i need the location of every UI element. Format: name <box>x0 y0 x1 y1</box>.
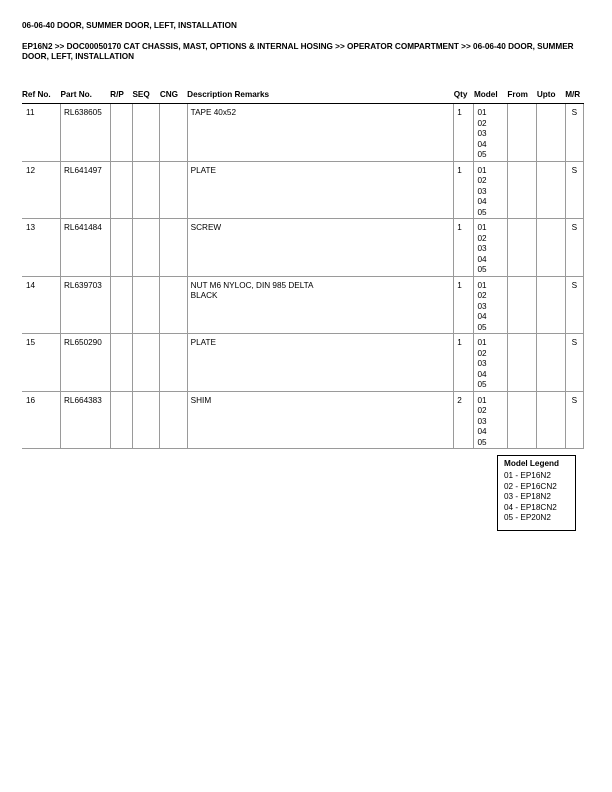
upto-cell <box>537 276 565 334</box>
page-title: 06-06-40 DOOR, SUMMER DOOR, LEFT, INSTALLATION <box>22 21 237 30</box>
table-row <box>22 161 584 219</box>
model-code: 02 <box>477 118 487 128</box>
mr-cell: S <box>565 391 583 449</box>
model-cell <box>474 161 507 219</box>
model-code: 01 <box>477 395 487 405</box>
description-cell <box>187 391 454 449</box>
table-row <box>22 104 584 162</box>
model-code: 04 <box>477 197 487 206</box>
model-code: 02 <box>477 233 487 243</box>
col-header-description: Description Remarks <box>187 86 454 104</box>
model-cell <box>474 276 507 334</box>
model-code: 05 <box>477 380 487 389</box>
model-code: 05 <box>477 265 487 274</box>
model-code: 01 <box>477 338 487 347</box>
model-code: 03 <box>477 301 487 311</box>
parts-table <box>22 86 584 449</box>
qty-cell: 1 <box>454 104 474 162</box>
seq-cell <box>132 219 159 277</box>
breadcrumb: EP16N2 >> DOC00050170 CAT CHASSIS, MAST, OPTIONS & INTERNAL HOSING >> OPERATOR COMPARTMENT >> 06-06-40 DOOR, SUMMER DOOR, LEFT, INSTALLATION <box>22 42 574 61</box>
ref-no-cell: 14 <box>22 276 61 334</box>
model-code: 03 <box>477 416 487 426</box>
table-row <box>22 276 584 334</box>
part-no-cell: RL664383 <box>61 391 111 449</box>
rp-cell <box>110 334 132 392</box>
ref-no-cell: 13 <box>22 219 61 277</box>
model-cell <box>474 104 507 162</box>
rp-cell <box>110 104 132 162</box>
model-code: 04 <box>477 427 487 436</box>
from-cell <box>507 104 536 162</box>
part-no-cell: RL639703 <box>61 276 111 334</box>
mr-cell: S <box>565 161 583 219</box>
model-code: 03 <box>477 186 487 196</box>
model-code: 01 <box>477 280 487 290</box>
model-code: 02 <box>477 348 487 358</box>
description-line: NUT M6 NYLOC, DIN 985 DELTA <box>190 280 314 290</box>
cng-cell <box>160 219 187 277</box>
col-header-from: From <box>507 86 536 104</box>
from-cell <box>507 276 536 334</box>
cng-cell <box>160 334 187 392</box>
description-line: PLATE <box>190 165 217 175</box>
mr-cell: S <box>565 219 583 277</box>
from-cell <box>507 334 536 392</box>
seq-cell <box>132 104 159 162</box>
model-legend-title: Model Legend <box>504 459 560 468</box>
col-header-mr: M/R <box>565 86 583 104</box>
table-row <box>22 334 584 392</box>
cng-cell <box>160 161 187 219</box>
part-no-cell: RL638605 <box>61 104 111 162</box>
rp-cell <box>110 391 132 449</box>
model-code: 01 <box>477 223 487 232</box>
part-no-cell: RL641497 <box>61 161 111 219</box>
model-code: 05 <box>477 150 487 159</box>
model-legend <box>497 455 576 531</box>
model-legend-item: 03 - EP18N2 <box>504 492 551 502</box>
ref-no-cell: 12 <box>22 161 61 219</box>
model-legend-item: 02 - EP16CN2 <box>504 481 557 491</box>
model-code: 04 <box>477 369 487 379</box>
model-code: 02 <box>477 176 487 185</box>
rp-cell <box>110 219 132 277</box>
table-header-row <box>22 86 584 104</box>
seq-cell <box>132 161 159 219</box>
description-cell <box>187 334 454 392</box>
cng-cell <box>160 104 187 162</box>
model-code: 04 <box>477 254 487 264</box>
seq-cell <box>132 334 159 392</box>
model-cell <box>474 334 507 392</box>
col-header-ref-no: Ref No. <box>22 86 61 104</box>
mr-cell: S <box>565 334 583 392</box>
qty-cell: 2 <box>454 391 474 449</box>
model-cell <box>474 219 507 277</box>
col-header-seq: SEQ <box>132 86 159 104</box>
description-cell <box>187 161 454 219</box>
ref-no-cell: 15 <box>22 334 61 392</box>
description-cell <box>187 219 454 277</box>
cng-cell <box>160 276 187 334</box>
description-line: BLACK <box>190 291 218 300</box>
from-cell <box>507 391 536 449</box>
model-code: 01 <box>477 108 487 117</box>
from-cell <box>507 219 536 277</box>
description-line: SCREW <box>190 223 222 232</box>
upto-cell <box>537 104 565 162</box>
from-cell <box>507 161 536 219</box>
model-code: 04 <box>477 312 487 321</box>
upto-cell <box>537 391 565 449</box>
rp-cell <box>110 276 132 334</box>
description-line: TAPE 40x52 <box>190 108 237 117</box>
upto-cell <box>537 161 565 219</box>
upto-cell <box>537 334 565 392</box>
col-header-model: Model <box>474 86 507 104</box>
col-header-upto: Upto <box>537 86 565 104</box>
rp-cell <box>110 161 132 219</box>
upto-cell <box>537 219 565 277</box>
cng-cell <box>160 391 187 449</box>
model-code: 01 <box>477 165 487 175</box>
description-cell <box>187 276 454 334</box>
qty-cell: 1 <box>454 276 474 334</box>
col-header-rp: R/P <box>110 86 132 104</box>
table-row <box>22 391 584 449</box>
col-header-qty: Qty <box>454 86 474 104</box>
model-code: 02 <box>477 291 487 300</box>
ref-no-cell: 16 <box>22 391 61 449</box>
seq-cell <box>132 391 159 449</box>
seq-cell <box>132 276 159 334</box>
model-legend-item: 01 - EP16N2 <box>504 471 551 481</box>
part-no-cell: RL641484 <box>61 219 111 277</box>
model-code: 05 <box>477 322 487 332</box>
col-header-cng: CNG <box>160 86 187 104</box>
model-code: 04 <box>477 139 487 149</box>
model-legend-item: 05 - EP20N2 <box>504 513 551 523</box>
qty-cell: 1 <box>454 334 474 392</box>
model-code: 05 <box>477 437 487 447</box>
model-code: 03 <box>477 129 487 138</box>
description-cell <box>187 104 454 162</box>
model-legend-item: 04 - EP18CN2 <box>504 502 557 512</box>
model-code: 03 <box>477 359 487 368</box>
part-no-cell: RL650290 <box>61 334 111 392</box>
model-cell <box>474 391 507 449</box>
qty-cell: 1 <box>454 161 474 219</box>
mr-cell: S <box>565 276 583 334</box>
ref-no-cell: 11 <box>22 104 61 162</box>
qty-cell: 1 <box>454 219 474 277</box>
mr-cell: S <box>565 104 583 162</box>
model-code: 05 <box>477 207 487 217</box>
description-line: PLATE <box>190 338 217 347</box>
table-row <box>22 219 584 277</box>
model-code: 03 <box>477 244 487 253</box>
col-header-part-no: Part No. <box>61 86 111 104</box>
model-code: 02 <box>477 406 487 415</box>
description-line: SHIM <box>190 395 212 405</box>
